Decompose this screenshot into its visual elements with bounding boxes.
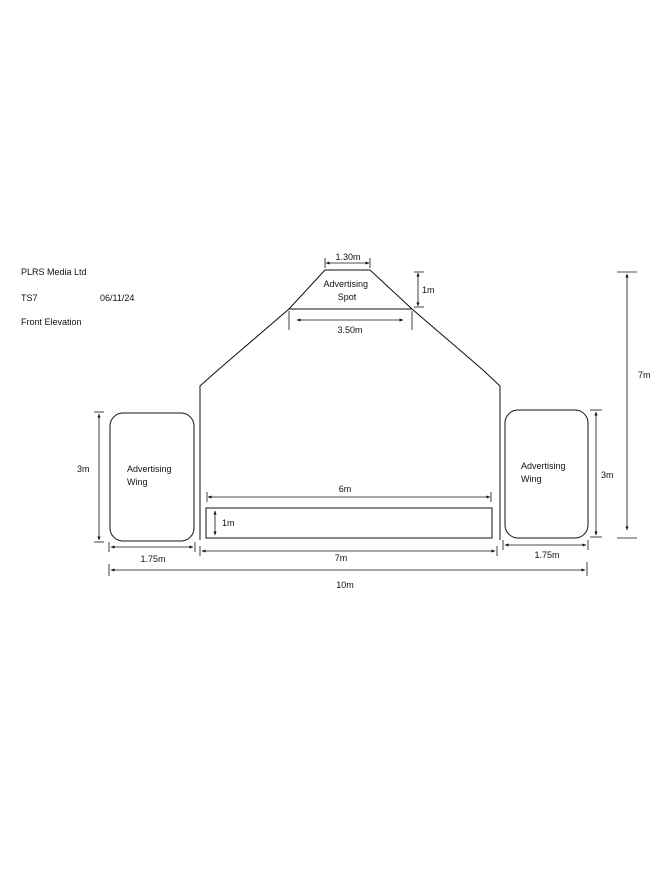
dimension-right-wing-width [503, 540, 588, 560]
left-wing-height-label: 3m [77, 464, 90, 474]
dimension-banner-height [215, 511, 235, 535]
dimension-right-wing-height [590, 410, 614, 537]
dimension-spot-height [414, 272, 435, 307]
company-name: PLRS Media Ltd [21, 267, 87, 277]
left-wing-label-line2: Wing [127, 477, 148, 487]
dimension-left-wing-width [109, 542, 195, 564]
dimension-central-width [200, 546, 497, 563]
left-wing-width-label: 1.75m [140, 554, 166, 564]
advertising-spot-label-line2: Spot [337, 292, 357, 302]
drawing-date: 06/11/24 [100, 293, 135, 303]
overall-width-label: 10m [336, 580, 354, 590]
banner-width-label: 6m [338, 484, 352, 494]
advertising-spot-label [323, 279, 370, 302]
dimension-overall-width [109, 562, 587, 590]
view-name: Front Elevation [21, 317, 82, 327]
right-wing-label [521, 461, 568, 484]
left-advertising-wing [110, 413, 194, 541]
right-wing-height-label: 3m [601, 470, 614, 480]
left-wing-label-line1: Advertising [127, 464, 172, 474]
spot-top-width-label: 1.30m [335, 252, 361, 262]
right-wing-width-label: 1.75m [534, 550, 560, 560]
total-height-label: 7m [638, 370, 651, 380]
central-width-label: 7m [334, 553, 348, 563]
dimension-spot-base-width [289, 311, 412, 335]
spot-height-label: 1m [422, 285, 435, 295]
right-wing-label-line2: Wing [521, 474, 542, 484]
dimension-total-height [617, 272, 651, 538]
dimension-banner-width [207, 484, 491, 502]
structure-outline [200, 270, 500, 540]
dimension-left-wing-height [77, 412, 104, 542]
advertising-spot-label-line1: Advertising [323, 279, 369, 289]
drawing-ref: TS7 [21, 293, 38, 303]
banner-panel [206, 508, 492, 538]
spot-base-width-label: 3.50m [337, 325, 363, 335]
dimension-spot-top-width [325, 252, 370, 268]
banner-height-label: 1m [222, 518, 235, 528]
left-wing-label [127, 464, 174, 487]
right-advertising-wing [505, 410, 588, 538]
right-wing-label-line1: Advertising [521, 461, 566, 471]
